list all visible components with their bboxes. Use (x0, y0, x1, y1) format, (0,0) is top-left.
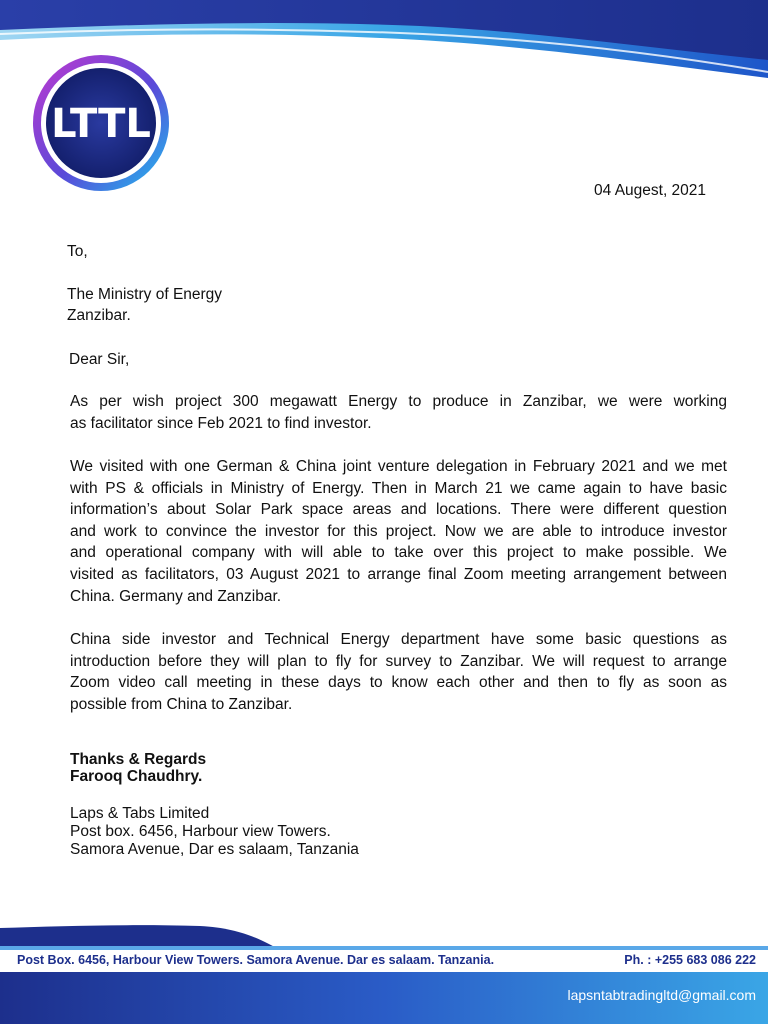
letter-date: 04 Augest, 2021 (594, 182, 707, 199)
paragraph-line: possible from China to Zanzibar. (70, 695, 293, 713)
paragraph-line: as facilitator since Feb 2021 to find investor. (70, 414, 372, 432)
greeting: Dear Sir, (69, 351, 130, 368)
closing: Thanks & Regards (70, 751, 207, 768)
paragraph-line: We visited with one German & China joint venture delegation in February 2021 and we met (70, 458, 727, 475)
paragraph-line: and operational company with will able to take over this project to make possible. We (70, 544, 727, 562)
company-name: Laps & Tabs Limited (70, 805, 210, 822)
paragraph-line: information’s about Solar Park space areas and locations. There were different question (70, 501, 727, 519)
paragraph-line: China. Germany and Zanzibar. (70, 587, 282, 605)
company-logo (30, 52, 172, 194)
paragraph-line: and work to convince the investor for this project. Now we are able to introduce investor (70, 522, 727, 540)
paragraph-line: visited as facilitators, 03 August 2021 to arrange final Zoom meeting arrangement between (70, 565, 727, 583)
footer-email[interactable]: lapsntabtradingltd@gmail.com (567, 987, 756, 1003)
salutation-to: To, (67, 243, 88, 260)
signer-name: Farooq Chaudhry. (70, 768, 203, 785)
paragraph-3 (70, 629, 727, 715)
footer-phone: Ph. : +255 683 086 222 (624, 953, 756, 967)
company-address-line2: Samora Avenue, Dar es salaam, Tanzania (70, 841, 359, 858)
paragraph-line: with PS & officials in Ministry of Energy. Then in March 21 we came again to have basic (70, 479, 727, 497)
paragraph-line: As per wish project 300 megawatt Energy to produce in Zanzibar, we were working (70, 393, 727, 410)
footer-address: Post Box. 6456, Harbour View Towers. Samora Avenue. Dar es salaam. Tanzania. (17, 953, 495, 967)
recipient-location: Zanzibar. (67, 307, 131, 324)
paragraph-1 (70, 391, 727, 434)
footer-band (0, 920, 768, 1024)
recipient-name: The Ministry of Energy (67, 286, 223, 303)
paragraph-line: China side investor and Technical Energy department have some basic questions as (70, 631, 727, 648)
company-address-line1: Post box. 6456, Harbour view Towers. (70, 823, 331, 840)
paragraph-line: introduction before they will plan to fly for survey to Zanzibar. We will request to arrange (70, 652, 727, 670)
logo-text: LTTL (51, 101, 151, 147)
paragraph-line: Zoom video call meeting in these days to know each other and then to fly as soon as (70, 674, 727, 692)
paragraph-2 (70, 456, 727, 607)
